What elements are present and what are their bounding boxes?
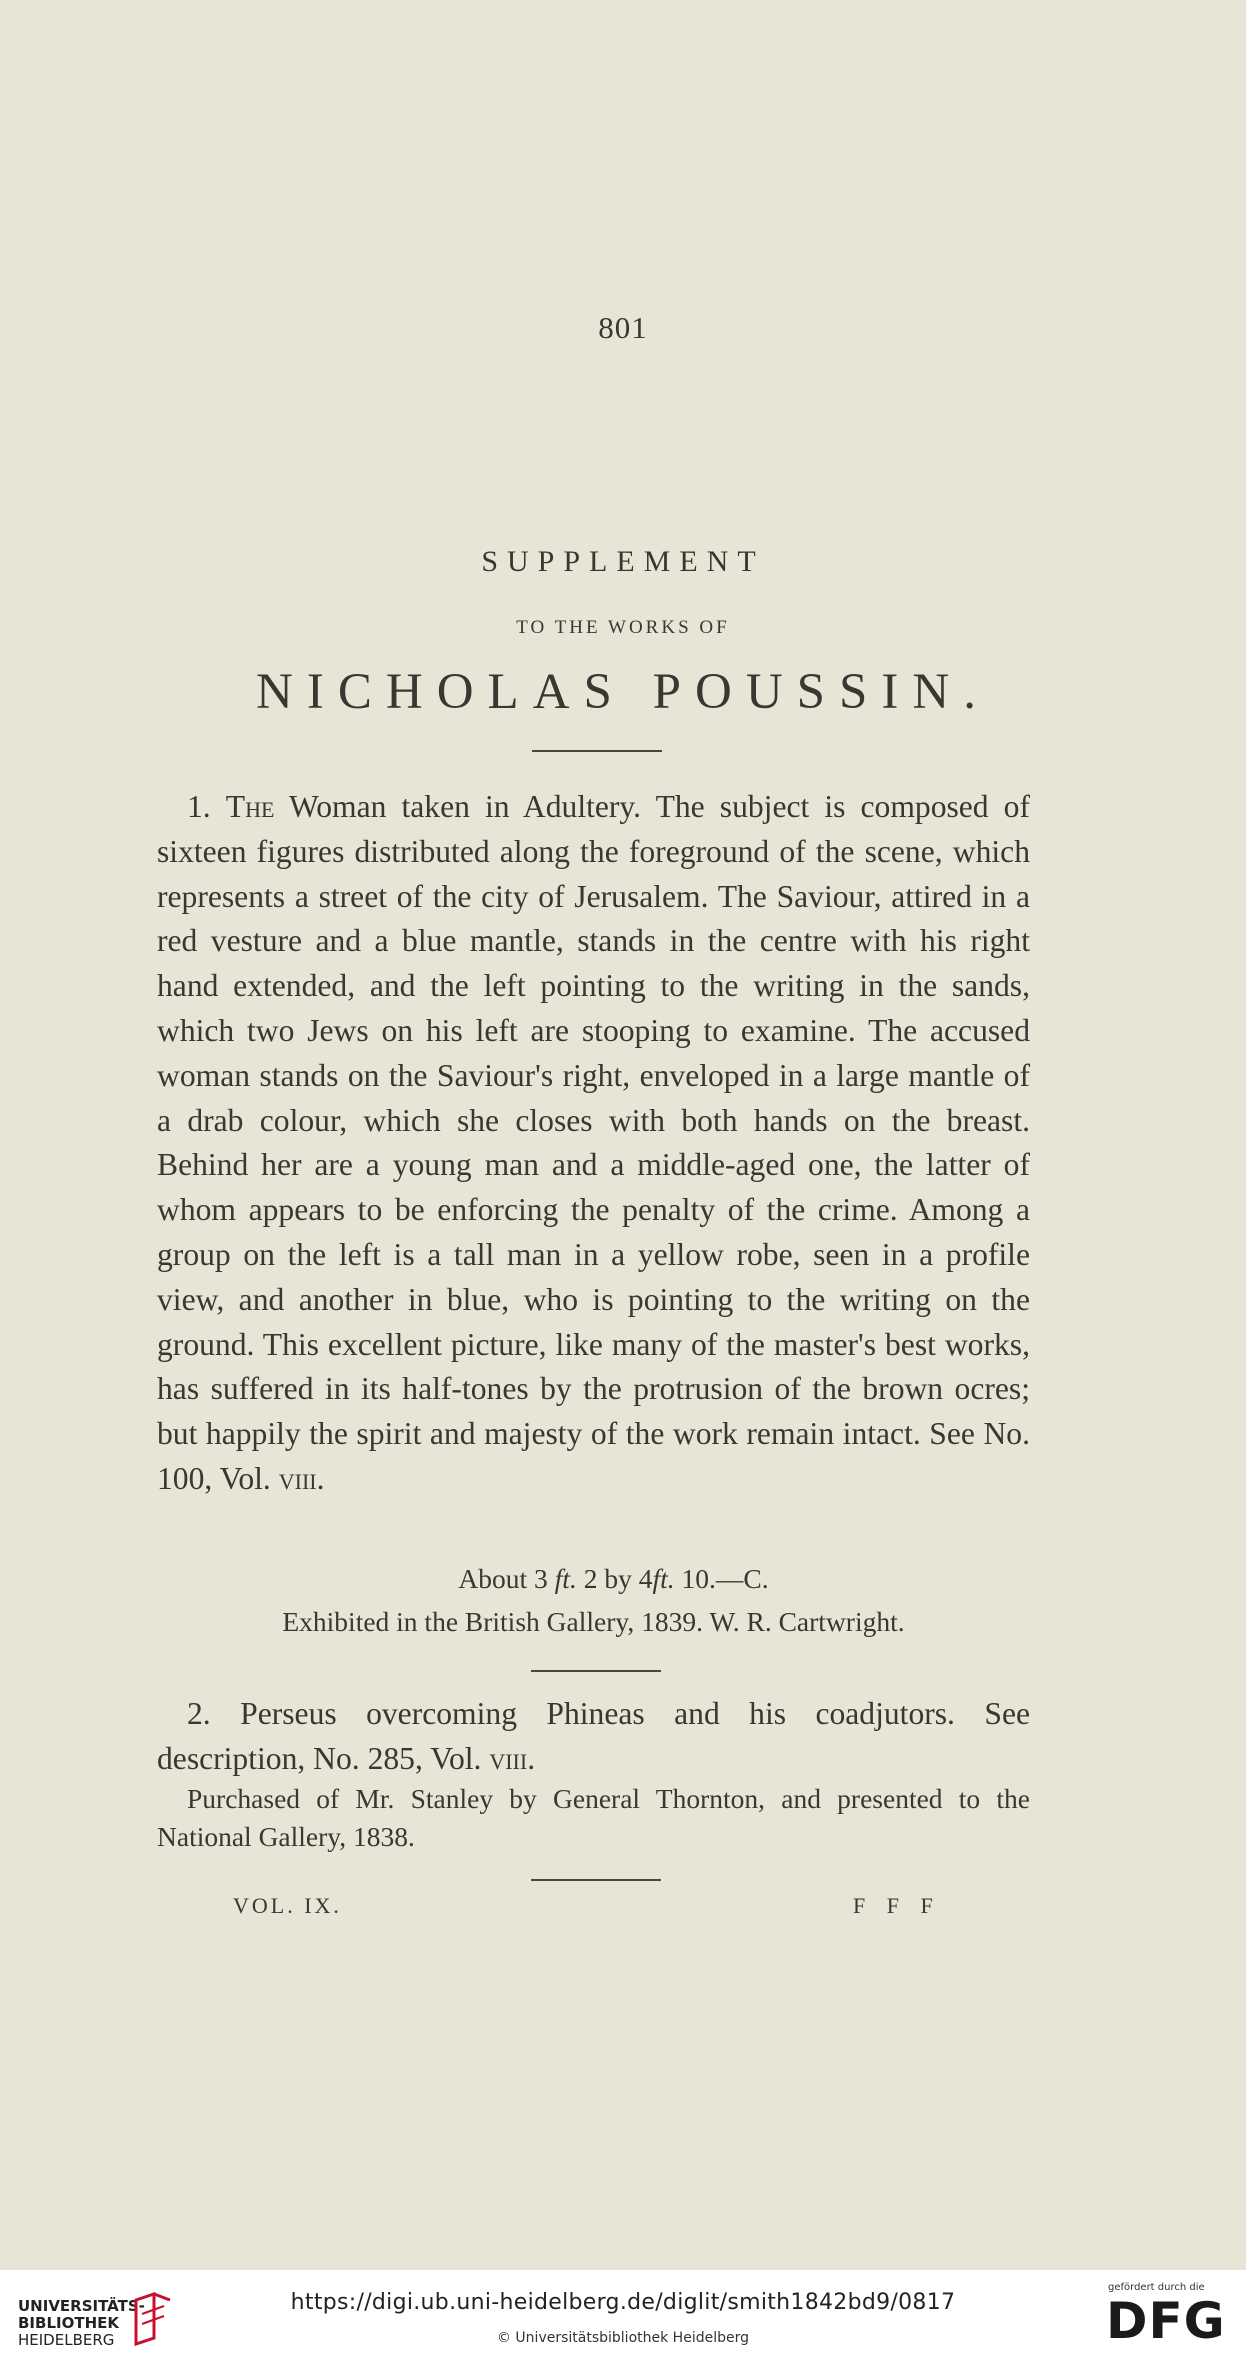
entry-1-body: Woman taken in Adultery. The subject is composed of sixteen figures distributed along the foreground of the scene, which represents a street of the city of Jerusalem. The Saviour, attired in a red vesture and a blue mantle, stands in the centre with his right hand extended, and the left pointing to the writing in the sands, which two Jews on his left are stooping to examine. The accused woman stands on the Saviour's right, enveloped in a large mantle of a drab colour, which she closes with both hands on the breast. Behind her are a young man and a middle-aged one, the latter of whom appears to be enforcing the penalty of the crime. Among a group on the left is a tall man in a yellow robe, seen in a profile view, and another in blue, who is pointing to the writing on the ground. This excellent picture, like many of the master's best works, has suffered in its half-tones by the protrusion of the brown ocres; but happily the spirit and majesty of the work remain intact. See No. 100, Vol.: [157, 789, 1030, 1496]
copyright-notice: © Universitätsbibliothek Heidelberg: [496, 2330, 749, 2346]
entry-1-lead: The: [225, 789, 275, 824]
funding-note: gefördert durch die: [1108, 2282, 1205, 2293]
digitization-bar: [0, 2270, 1246, 2364]
entry-1-vol-ref: viii.: [278, 1460, 325, 1496]
library-line-2: BIBLIOTHEK: [18, 2314, 119, 2332]
library-line-1: UNIVERSITÄTS-: [18, 2297, 145, 2315]
footer-volume: VOL. IX.: [233, 1893, 342, 1918]
entry-2-number: 2.: [187, 1696, 211, 1731]
entry-1-dimensions: [157, 1560, 1030, 1598]
size-mid: 2 by 4: [583, 1563, 653, 1594]
entry-2-vol-ref: viii.: [489, 1740, 536, 1776]
divider-rule: [531, 1670, 661, 1672]
entry-1-number: 1.: [187, 789, 211, 824]
footer-signature: F F F: [853, 1893, 941, 1918]
title-nicholas-poussin: NICHOLAS POUSSIN.: [256, 664, 990, 720]
size-suffix: 10.—C.: [681, 1563, 769, 1594]
permalink-url[interactable]: https://digi.ub.uni-heidelberg.de/diglit/smith1842bd9/0817: [290, 2290, 956, 2315]
entry-2-body: Perseus overcoming Phineas and his coadjutors. See description, No. 285, Vol.: [157, 1696, 1030, 1776]
divider-rule: [531, 1879, 661, 1881]
size-prefix: About 3: [458, 1563, 548, 1594]
size-unit-2: ft.: [652, 1563, 675, 1594]
size-unit-1: ft.: [554, 1563, 577, 1594]
entry-2-provenance: [157, 1780, 1030, 1856]
title-supplement: SUPPLEMENT: [481, 545, 765, 578]
dfg-logo: DFG: [1106, 2292, 1226, 2350]
page-number: 801: [598, 310, 648, 345]
library-line-3: HEIDELBERG: [18, 2331, 115, 2349]
title-to-the-works-of: TO THE WORKS OF: [516, 617, 730, 638]
entry-2-paragraph: [157, 1692, 1030, 1782]
divider-rule: [532, 750, 662, 752]
entry-1-paragraph: [157, 785, 1030, 1502]
entry-2-provenance-text: Purchased of Mr. Stanley by General Thornton, and presented to the National Gallery, 1838.: [157, 1783, 1030, 1852]
entry-1-exhibited: Exhibited in the British Gallery, 1839. W. R. Cartwright.: [282, 1606, 905, 1637]
